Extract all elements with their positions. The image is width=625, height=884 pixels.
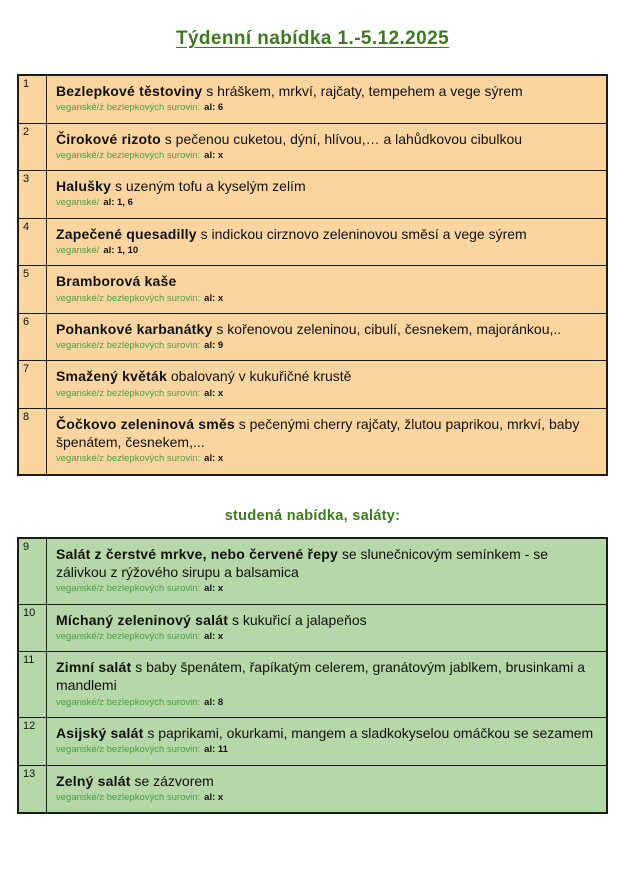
- row-number: 1: [18, 75, 47, 123]
- dish-description: s paprikami, okurkami, mangem a sladkokyselou omáčkou se sezamem: [147, 724, 594, 741]
- dish-line: [56, 545, 600, 581]
- page-title: Týdenní nabídka 1.-5.12.2025: [175, 28, 450, 49]
- row-content: [47, 218, 608, 266]
- row-content: [47, 717, 608, 765]
- cold-menu-heading: studená nabídka, saláty:: [224, 507, 401, 524]
- dish-description: se slunečnicovým semínkem - se zálivkou z rýžového sirupu a balsamica: [56, 545, 549, 580]
- dish-name: Asijský salát: [56, 724, 144, 741]
- menu-row: [18, 538, 607, 604]
- allergen-label: al: 1, 6: [103, 197, 133, 209]
- dish-description: s hráškem, mrkví, rajčaty, tempehem a vege sýrem: [206, 83, 523, 99]
- dish-sub-line: [56, 583, 600, 594]
- dish-name: Zimní salát: [56, 659, 132, 676]
- row-number: 13: [18, 765, 47, 813]
- allergen-label: al: x: [204, 630, 224, 642]
- row-content: [47, 409, 608, 475]
- dish-line: [56, 415, 600, 451]
- dish-line: [56, 82, 600, 100]
- menu-row: [18, 313, 607, 361]
- row-number: 4: [18, 218, 47, 266]
- row-number: 9: [18, 538, 47, 604]
- diet-label: veganské/z bezlepkových surovin:: [56, 453, 201, 465]
- dish-description: s kořenovou zeleninou, cibulí, česnekem, majoránkou,..: [216, 320, 562, 337]
- row-number: 10: [18, 604, 47, 652]
- dish-description: s pečenými cherry rajčaty, žlutou paprikou, mrkví, baby špenátem, česnekem,...: [56, 416, 580, 451]
- dish-description: s pečenou cuketou, dýní, hlívou,… a lahůdkovou cibulkou: [164, 130, 523, 147]
- row-number: 5: [18, 266, 47, 314]
- diet-label: veganské/z bezlepkových surovin:: [56, 583, 201, 595]
- menu-row: [18, 717, 607, 765]
- row-content: [47, 75, 608, 123]
- dish-line: [56, 611, 600, 629]
- row-number: 3: [18, 171, 47, 219]
- dish-line: [56, 130, 600, 148]
- menu-row: [18, 171, 607, 219]
- dish-line: [56, 177, 600, 195]
- allergen-label: al: 9: [204, 340, 224, 352]
- allergen-label: al: 11: [204, 744, 228, 756]
- menu-row: [18, 652, 607, 718]
- row-number: 8: [18, 409, 47, 475]
- dish-sub-line: [56, 388, 600, 399]
- dish-sub-line: [56, 245, 600, 256]
- row-content: [47, 313, 608, 361]
- row-number: 11: [18, 652, 47, 718]
- row-content: [47, 538, 608, 604]
- menu-row: [18, 123, 607, 171]
- allergen-label: al: 6: [204, 102, 224, 114]
- diet-label: veganské/z bezlepkových surovin:: [56, 696, 201, 708]
- dish-name: Pohankové karbanátky: [56, 320, 213, 337]
- dish-name: Zelný salát: [56, 772, 131, 789]
- menu-row: [18, 361, 607, 409]
- dish-description: s kukuřicí a jalapeňos: [231, 611, 367, 628]
- dish-name: Halušky: [56, 178, 112, 195]
- menu-row: [18, 765, 607, 813]
- dish-description: se zázvorem: [134, 772, 214, 789]
- allergen-label: al: 8: [204, 696, 224, 708]
- menu-row: [18, 75, 607, 123]
- dish-name: Čirokové rizoto: [56, 130, 161, 147]
- dish-sub-line: [56, 150, 600, 161]
- dish-line: [56, 658, 600, 694]
- hot-menu-table: [17, 74, 608, 476]
- dish-description: obalovaný v kukuřičné krustě: [170, 368, 352, 385]
- dish-name: Salát z čerstvé mrkve, nebo červené řepy: [56, 545, 338, 562]
- allergen-label: al: x: [204, 387, 224, 399]
- allergen-label: al: x: [204, 149, 224, 161]
- dish-line: [56, 724, 600, 742]
- dish-line: [56, 320, 600, 338]
- row-number: 2: [18, 123, 47, 171]
- dish-description: s baby špenátem, řapíkatým celerem, granátovým jablkem, brusinkami a mandlemi: [56, 659, 585, 694]
- dish-sub-line: [56, 744, 600, 755]
- dish-name: Bezlepkové těstoviny: [56, 83, 203, 99]
- diet-label: veganské/z bezlepkových surovin:: [56, 102, 201, 114]
- allergen-label: al: x: [204, 791, 224, 803]
- row-content: [47, 604, 608, 652]
- menu-row: [18, 604, 607, 652]
- menu-row: [18, 409, 607, 475]
- allergen-label: al: x: [204, 453, 224, 465]
- dish-description: s indickou cirznovo zeleninovou směsí a vege sýrem: [200, 225, 527, 242]
- dish-name: Míchaný zeleninový salát: [56, 611, 229, 628]
- dish-name: Zapečené quesadilly: [56, 225, 197, 242]
- allergen-label: al: x: [204, 292, 224, 304]
- diet-label: veganské/: [56, 244, 100, 256]
- dish-sub-line: [56, 697, 600, 708]
- allergen-label: al: x: [204, 583, 224, 595]
- diet-label: veganské/z bezlepkových surovin:: [56, 630, 201, 642]
- allergen-label: al: 1, 10: [103, 244, 139, 256]
- dish-name: Bramborová kaše: [56, 273, 177, 290]
- row-number: 12: [18, 717, 47, 765]
- dish-name: Čočkovo zeleninová směs: [56, 416, 235, 433]
- diet-label: veganské/z bezlepkových surovin:: [56, 744, 201, 756]
- diet-label: veganské/: [56, 197, 100, 209]
- diet-label: veganské/z bezlepkových surovin:: [56, 340, 201, 352]
- diet-label: veganské/z bezlepkových surovin:: [56, 791, 201, 803]
- dish-sub-line: [56, 631, 600, 642]
- menu-row: [18, 266, 607, 314]
- dish-description: s uzeným tofu a kyselým zelím: [115, 178, 306, 195]
- row-content: [47, 361, 608, 409]
- dish-sub-line: [56, 293, 600, 304]
- dish-sub-line: [56, 792, 600, 803]
- row-number: 6: [18, 313, 47, 361]
- row-content: [47, 171, 608, 219]
- diet-label: veganské/z bezlepkových surovin:: [56, 149, 201, 161]
- dish-line: [56, 772, 600, 790]
- diet-label: veganské/z bezlepkových surovin:: [56, 387, 201, 399]
- row-content: [47, 123, 608, 171]
- dish-line: [56, 272, 600, 290]
- row-content: [47, 266, 608, 314]
- cold-menu-table: [17, 537, 608, 814]
- dish-sub-line: [56, 453, 600, 464]
- diet-label: veganské/z bezlepkových surovin:: [56, 292, 201, 304]
- row-number: 7: [18, 361, 47, 409]
- dish-line: [56, 367, 600, 385]
- row-content: [47, 652, 608, 718]
- dish-line: [56, 225, 600, 243]
- menu-row: [18, 218, 607, 266]
- row-content: [47, 765, 608, 813]
- dish-name: Smažený květák: [56, 368, 167, 385]
- dish-sub-line: [56, 340, 600, 351]
- dish-sub-line: [56, 102, 600, 113]
- dish-sub-line: [56, 197, 600, 208]
